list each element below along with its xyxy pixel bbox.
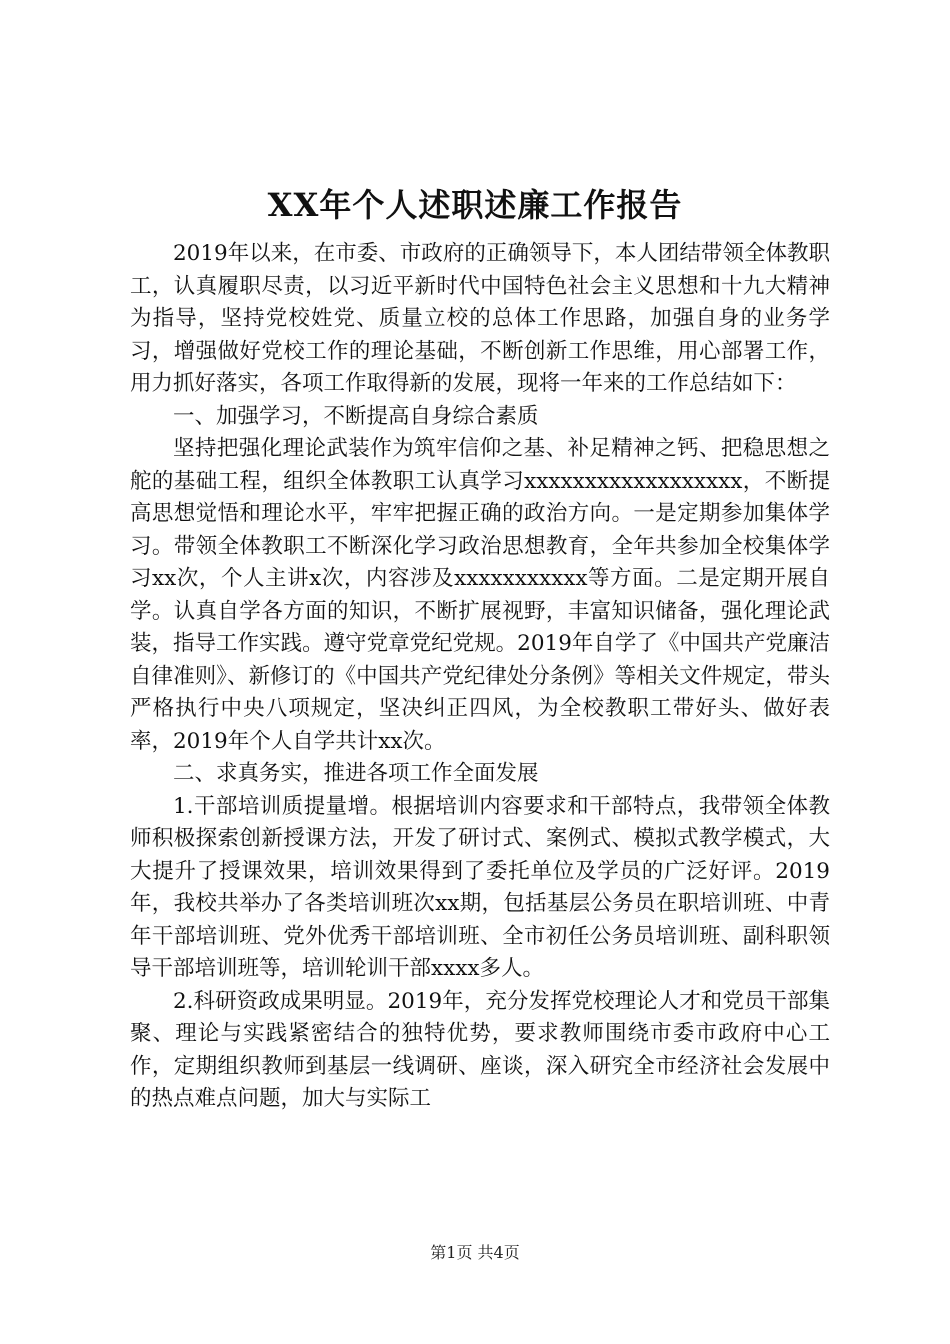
paragraph-research: 2.科研资政成果明显。2019年，充分发挥党校理论人才和党员干部集聚、理论与实践紧密结合的独特优势，要求教师围绕市委市政府中心工作，定期组织教师到基层一线调研、座谈，深入研究全市经济社会发展中的热点难点问题，加大与实际工 bbox=[130, 988, 830, 1111]
paragraph-training: 1.干部培训质提量增。根据培训内容要求和干部特点，我带领全体教师积极探索创新授课方法，开发了研讨式、案例式、模拟式教学模式，大大提升了授课效果，培训效果得到了委托单位及学员的广泛好评。2019年，我校共举办了各类培训班次xx期，包括基层公务员在职培训班、中青年干部培训班、党外优秀干部培训班、全市初任公务员培训班、副科职领导干部培训班等，培训轮训干部xxxx多人。 bbox=[130, 793, 830, 981]
document-title: XX年个人述职述廉工作报告 bbox=[267, 186, 683, 224]
page-number-footer: 第1页 共4页 bbox=[430, 1243, 520, 1262]
document-body bbox=[130, 238, 830, 1116]
section-heading-1: 一、加强学习，不断提高自身综合素质 bbox=[173, 403, 539, 429]
paragraph-intro: 2019年以来，在市委、市政府的正确领导下，本人团结带领全体教职工，认真履职尽责，以习近平新时代中国特色社会主义思想和十九大精神为指导，坚持党校姓党、质量立校的总体工作思路，加强自身的业务学习，增强做好党校工作的理论基础，不断创新工作思维，用心部署工作，用力抓好落实，各项工作取得新的发展，现将一年来的工作总结如下： bbox=[130, 241, 830, 396]
paragraph-study: 坚持把强化理论武装作为筑牢信仰之基、补足精神之钙、把稳思想之舵的基础工程，组织全体教职工认真学习xxxxxxxxxxxxxxxxxx，不断提高思想觉悟和理论水平，牢牢把握正确的政治方向。一是定期参加集体学习。带领全体教职工不断深化学习政治思想教育，全年共参加全校集体学习xx次，个人主讲x次，内容涉及xxxxxxxxxxx等方面。二是定期开展自学。认真自学各方面的知识，不断扩展视野，丰富知识储备，强化理论武装，指导工作实践。遵守党章党纪党规。2019年自学了《中国共产党廉洁自律准则》、新修订的《中国共产党纪律处分条例》等相关文件规定，带头严格执行中央八项规定，坚决纠正四风，为全校教职工带好头、做好表率，2019年个人自学共计xx次。 bbox=[130, 436, 830, 754]
section-heading-2: 二、求真务实，推进各项工作全面发展 bbox=[173, 761, 539, 786]
